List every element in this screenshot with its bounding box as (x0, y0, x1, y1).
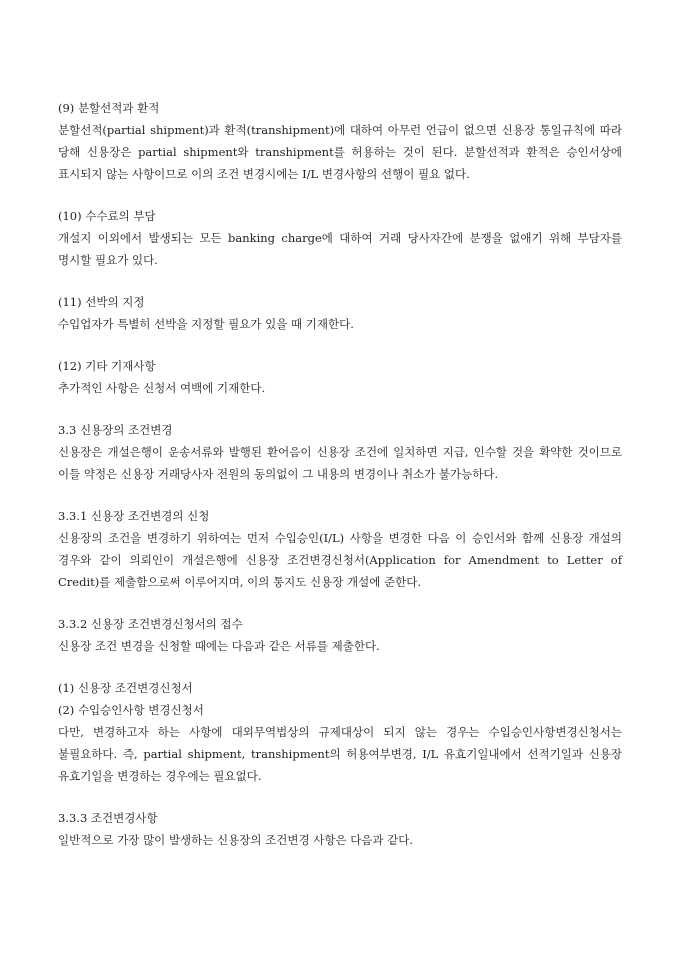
section-heading: 3.3 신용장의 조건변경 (58, 423, 173, 437)
section-body: 신용장은 개설은행이 운송서류와 발행된 환어음이 신용장 조건에 일치하면 지급, 인수할 것을 확약한 것이므로 이들 약정은 신용장 거래당사자 전원의 동의없이 그 내용의 변경이나 취소가 불가능하다. (58, 445, 622, 481)
list-item-amendment-form (58, 677, 622, 699)
list-item-label: (1) 신용장 조건변경신청서 (58, 681, 193, 695)
list-item-import-approval-form (58, 699, 622, 787)
section-heading: (12) 기타 기재사항 (58, 359, 156, 373)
section-heading: 3.3.1 신용장 조건변경의 신청 (58, 509, 210, 523)
section-amendment (58, 419, 622, 485)
section-heading: (11) 선박의 지정 (58, 295, 145, 309)
list-item-label: (2) 수입승인사항 변경신청서 (58, 703, 204, 717)
section-body: 일반적으로 가장 많이 발생하는 신용장의 조건변경 사항은 다음과 같다. (58, 833, 414, 847)
section-heading: (9) 분할선적과 환적 (58, 101, 160, 115)
section-amendment-items (58, 807, 622, 851)
section-body: 개설지 이외에서 발생되는 모든 banking charge에 대하여 거래 당사자간에 분쟁을 없애기 위해 부담자를 명시할 필요가 있다. (58, 231, 622, 267)
section-charges (58, 205, 622, 271)
section-amendment-receipt (58, 613, 622, 657)
section-body: 수입업자가 특별히 선박을 지정할 필요가 있을 때 기재한다. (58, 317, 354, 331)
section-body: 추가적인 사항은 신청서 여백에 기재한다. (58, 381, 266, 395)
section-body: 다만, 변경하고자 하는 사항에 대외무역법상의 규제대상이 되지 않는 경우는 수입승인사항변경신청서는 불필요하다. 즉, partial shipment, transhipment의 허용여부변경, I/L 유효기일내에서 선적기일과 신용장 유효기일을 변경하는 경우에는 필요없다. (58, 725, 622, 783)
section-vessel (58, 291, 622, 335)
section-heading: (10) 수수료의 부담 (58, 209, 156, 223)
document-page (58, 97, 622, 871)
section-heading: 3.3.2 신용장 조건변경신청서의 접수 (58, 617, 243, 631)
section-body: 신용장 조건 변경을 신청할 때에는 다음과 같은 서류를 제출한다. (58, 639, 380, 653)
section-body: 분할선적(partial shipment)과 환적(transhipment)에 대하여 아무런 언급이 없으면 신용장 통일규칙에 따라 당해 신용장은 partial shipment와 transhipment를 허용하는 것이 된다. 분할선적과 환적은 승인서상에 표시되지 않는 사항이므로 이의 조건 변경시에는 I/L 변경사항의 선행이 필요 없다. (58, 123, 622, 181)
section-body: 신용장의 조건을 변경하기 위하여는 먼저 수입승인(I/L) 사항을 변경한 다음 이 승인서와 함께 신용장 개설의 경우와 같이 의뢰인이 개설은행에 신용장 조건변경신청서(Application for Amendment to Letter of Credit)를 제출함으로써 이루어지며, 이의 통지도 신용장 개설에 준한다. (58, 531, 622, 589)
section-amendment-request (58, 505, 622, 593)
section-split-shipment (58, 97, 622, 185)
section-heading: 3.3.3 조건변경사항 (58, 811, 158, 825)
section-other-items (58, 355, 622, 399)
